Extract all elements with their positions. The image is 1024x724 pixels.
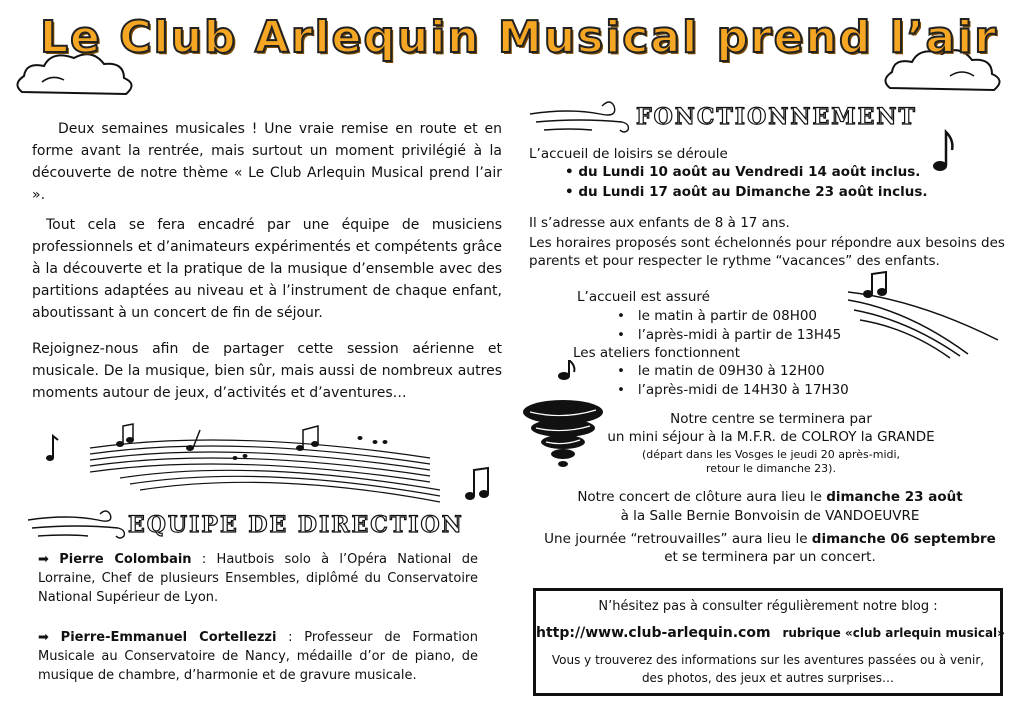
- end-line-2: un mini séjour à la M.F.R. de COLROY la GRANDE: [607, 429, 935, 445]
- period-1-text: du Lundi 10 août au Vendredi 14 août inclus.: [578, 164, 921, 180]
- retro-date: dimanche 06 septembre: [811, 531, 996, 547]
- ages-text: Il s’adresse aux enfants de 8 à 17 ans.: [529, 215, 790, 231]
- hours-text-2: parents et pour respecter le rythme “vacances” des enfants.: [529, 253, 940, 269]
- retro-end: et se terminera par un concert.: [664, 549, 876, 565]
- person-2-name: Pierre-Emmanuel Cortellezzi: [60, 630, 277, 645]
- person-2: [38, 628, 478, 685]
- period-2: • du Lundi 17 août au Dimanche 23 août inclus.: [565, 184, 928, 200]
- end-note-1: (départ dans les Vosges le jeudi 20 après-midi,: [641, 448, 901, 461]
- person-1: [38, 550, 478, 607]
- retro-pre-text: Une journée “retrouvailles” aura lieu le: [544, 531, 812, 547]
- blog-link-line: [536, 625, 1005, 641]
- blog-rubrique: rubrique «club arlequin musical»: [782, 626, 1005, 640]
- retro-line: [540, 530, 1000, 549]
- intro-paragraph-2: [32, 214, 502, 324]
- ateliers-title: Les ateliers fonctionnent: [573, 345, 741, 361]
- accueil-item-2: • l’après-midi à partir de 13H45: [617, 327, 842, 343]
- accueil-title: L’accueil est assuré: [577, 289, 710, 305]
- period-1: • du Lundi 10 août au Vendredi 14 août inclus.: [565, 164, 921, 180]
- accueil-item-1: • le matin à partir de 08H00: [617, 308, 818, 324]
- direction-heading: EQUIPE DE DIRECTION: [128, 512, 464, 538]
- accueil-item-2-text: l’après-midi à partir de 13H45: [637, 327, 842, 343]
- accueil-item-1-text: le matin à partir de 08H00: [637, 308, 818, 324]
- arrow-icon: ➡: [38, 552, 49, 567]
- ateliers-item-2: • l’après-midi de 14H30 à 17H30: [617, 382, 849, 398]
- music-staff-illustration: [30, 418, 500, 518]
- blog-info-1: Vous y trouverez des informations sur les aventures passées ou à venir,: [551, 653, 985, 667]
- blog-box: [533, 588, 1003, 696]
- person-1-name: Pierre Colombain: [59, 552, 192, 567]
- arrow-icon: ➡: [38, 630, 49, 645]
- music-swirl-illustration: [848, 270, 1008, 360]
- fonctionnement-intro: L’accueil de loisirs se déroule: [529, 146, 728, 162]
- intro-paragraph-1: [32, 118, 502, 206]
- music-note-icon: [930, 126, 960, 176]
- concert-date: dimanche 23 août: [826, 489, 963, 505]
- period-2-text: du Lundi 17 août au Dimanche 23 août inclus.: [578, 184, 928, 200]
- page-title: Le Club Arlequin Musical prend l’air: [40, 12, 998, 63]
- end-line-1: Notre centre se terminera par: [670, 411, 872, 427]
- blog-info-2: des photos, des jeux et autres surprises…: [641, 671, 895, 685]
- concert-line: [560, 488, 980, 507]
- ateliers-item-2-text: l’après-midi de 14H30 à 17H30: [637, 382, 849, 398]
- intro-text-2: Tout cela se fera encadré par une équipe de musiciens professionnels et d’animateurs expérimentés et compétents grâce à la découverte et la pratique de la musique d’ensemble avec des partitions adaptées au niveau et à l’instrument de chaque enfant, aboutissant à un concert de fin de séjour.: [32, 217, 502, 321]
- intro-text-1: Deux semaines musicales ! Une vraie remise en route et en forme avant la rentrée, mais surtout un moment privilégié à la découverte de notre thème « Le Club Arlequin Musical prend l’air ».: [32, 121, 502, 203]
- ateliers-item-1-text: le matin de 09H30 à 12H00: [637, 363, 825, 379]
- person-1-desc: : Hautbois solo à l’Opéra National de Lorraine, Chef de plusieurs Ensembles, diplômé du Conservatoire National Supérieur de Lyon.: [38, 552, 478, 605]
- blog-url-link[interactable]: http://www.club-arlequin.com: [536, 625, 771, 641]
- wind-swirl-icon: [28, 506, 128, 542]
- end-note-2: retour le dimanche 23).: [706, 462, 836, 475]
- wind-swirl-icon: [530, 96, 635, 136]
- concert-pre-text: Notre concert de clôture aura lieu le: [577, 489, 827, 505]
- music-tornado-illustration: [518, 360, 608, 470]
- fonctionnement-heading: FONCTIONNEMENT: [636, 104, 917, 130]
- hours-text-1: Les horaires proposés sont échelonnés pour répondre aux besoins des: [529, 235, 1005, 251]
- concert-place: à la Salle Bernie Bonvoisin de VANDOEUVRE: [620, 508, 920, 524]
- person-2-desc: : Professeur de Formation Musicale au Conservatoire de Nancy, médaille d’or de piano, de musique de chambre, d’harmonie et de gravure musicale.: [38, 630, 479, 683]
- blog-intro: N’hésitez pas à consulter régulièrement notre blog :: [598, 599, 938, 614]
- intro-paragraph-3: Rejoignez-nous afin de partager cette session aérienne et musicale. De la musique, bien sûr, mais aussi de nombreux autres moments autour de jeux, d’activités et d’aventures…: [32, 341, 502, 401]
- ateliers-item-1: • le matin de 09H30 à 12H00: [617, 363, 825, 379]
